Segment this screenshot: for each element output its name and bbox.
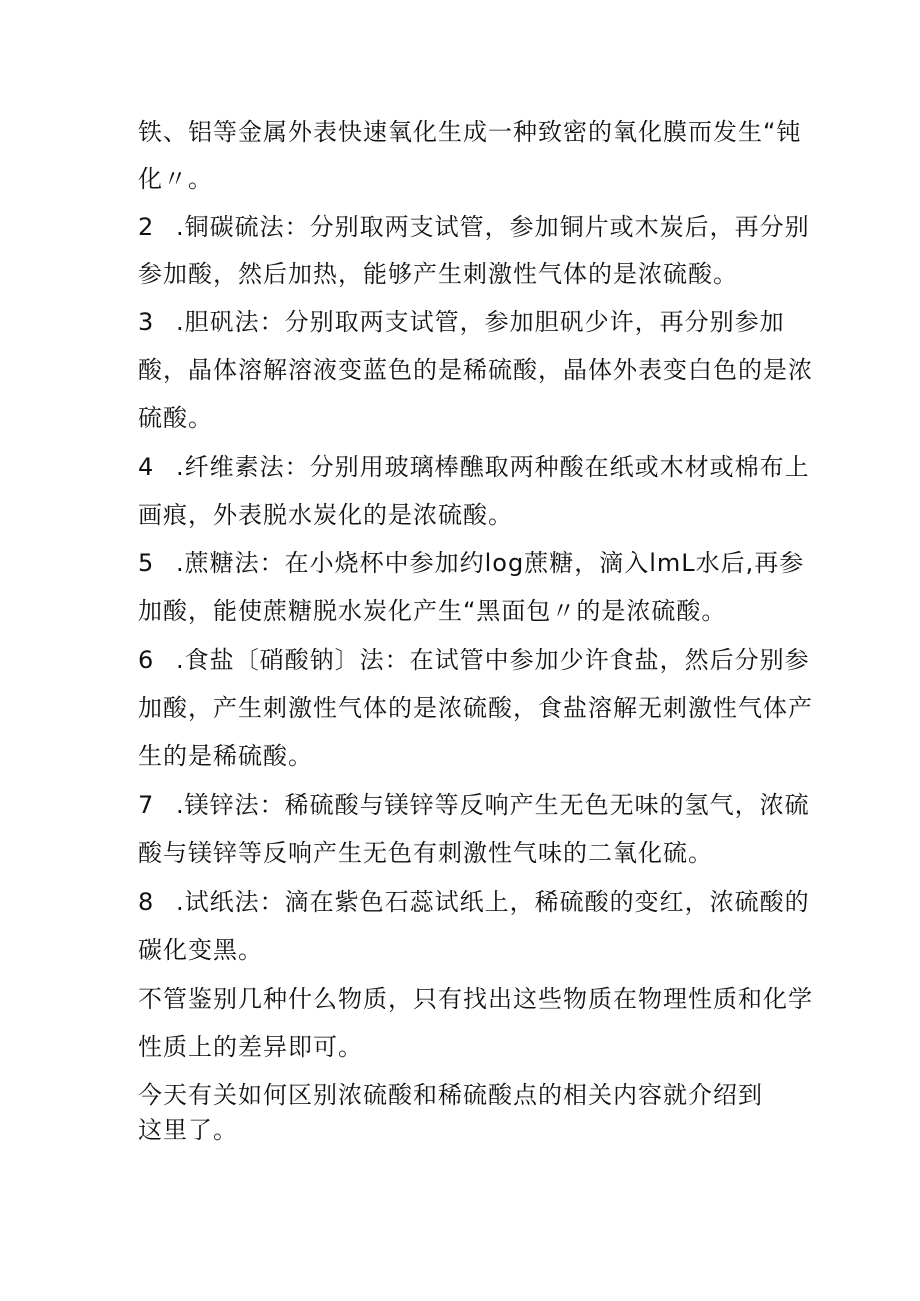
method-7-line-2: 酸与镁锌等反响产生无色有刺激性气味的二氧化硫。 [138,839,713,867]
method-6-line-1 [138,645,810,675]
method-number: 5 [138,549,155,577]
intro-line-2: 化〃。 [138,165,213,193]
method-6-line-3: 生的是稀硫酸。 [138,742,313,770]
summary-line-1: 不管鉴别几种什么物质，只有找出这些物质在物理性质和化学 [138,985,813,1013]
method-text: .胆矾法：分别取两支试管，参加胆矾少许，再分别参加 [176,308,785,336]
method-5-line-1 [138,548,804,578]
method-number: 8 [138,888,155,916]
intro-line-1: 铁、铝等金属外表快速氧化生成一种致密的氧化膜而发生“钝 [138,118,802,146]
method-number: 3 [138,308,155,336]
method-4-line-2: 画痕，外表脱水炭化的是浓硫酸。 [138,501,513,529]
method-7-line-1 [138,790,810,820]
method-3-line-2: 酸，晶体溶解溶液变蓝色的是稀硫酸，晶体外表变白色的是浓 [138,356,813,384]
summary-line-2: 性质上的差异即可。 [138,1033,363,1061]
method-text: .食盐〔硝酸钠〕法：在试管中参加少许食盐，然后分别参 [176,646,810,674]
closing-line-1: 今天有关如何区别浓硫酸和稀硫酸点的相关内容就介绍到 [138,1081,763,1109]
method-2-line-1 [138,212,810,242]
method-text: .纤维素法：分别用玻璃棒醮取两种酸在纸或木材或棉布上 [176,453,810,481]
method-text: .试纸法：滴在紫色石蕊试纸上，稀硫酸的变红，浓硫酸的 [176,888,810,916]
method-3-line-1 [138,307,785,337]
method-number: 2 [138,213,155,241]
method-number: 4 [138,453,155,481]
method-text: .镁锌法：稀硫酸与镁锌等反响产生无色无味的氢气，浓硫 [176,791,810,819]
closing-line-2: 这里了。 [138,1116,238,1144]
method-4-line-1 [138,452,810,482]
method-2-line-2: 参加酸，然后加热，能够产生刺激性气体的是浓硫酸。 [138,260,738,288]
method-8-line-2: 碳化变黑。 [138,936,263,964]
method-number: 7 [138,791,155,819]
method-number: 6 [138,646,155,674]
method-3-line-3: 硫酸。 [138,404,213,432]
method-5-line-2: 加酸，能使蔗糖脱水炭化产生“黑面包〃的是浓硫酸。 [138,597,727,625]
method-text: .铜碳硫法：分别取两支试管，参加铜片或木炭后，再分别 [176,213,810,241]
method-text: .蔗糖法：在小烧杯中参加约log蔗糖，滴入lmL水后,再参 [176,549,805,577]
method-6-line-2: 加酸，产生刺激性气体的是浓硫酸，食盐溶解无刺激性气体产 [138,694,813,722]
method-8-line-1 [138,887,810,917]
